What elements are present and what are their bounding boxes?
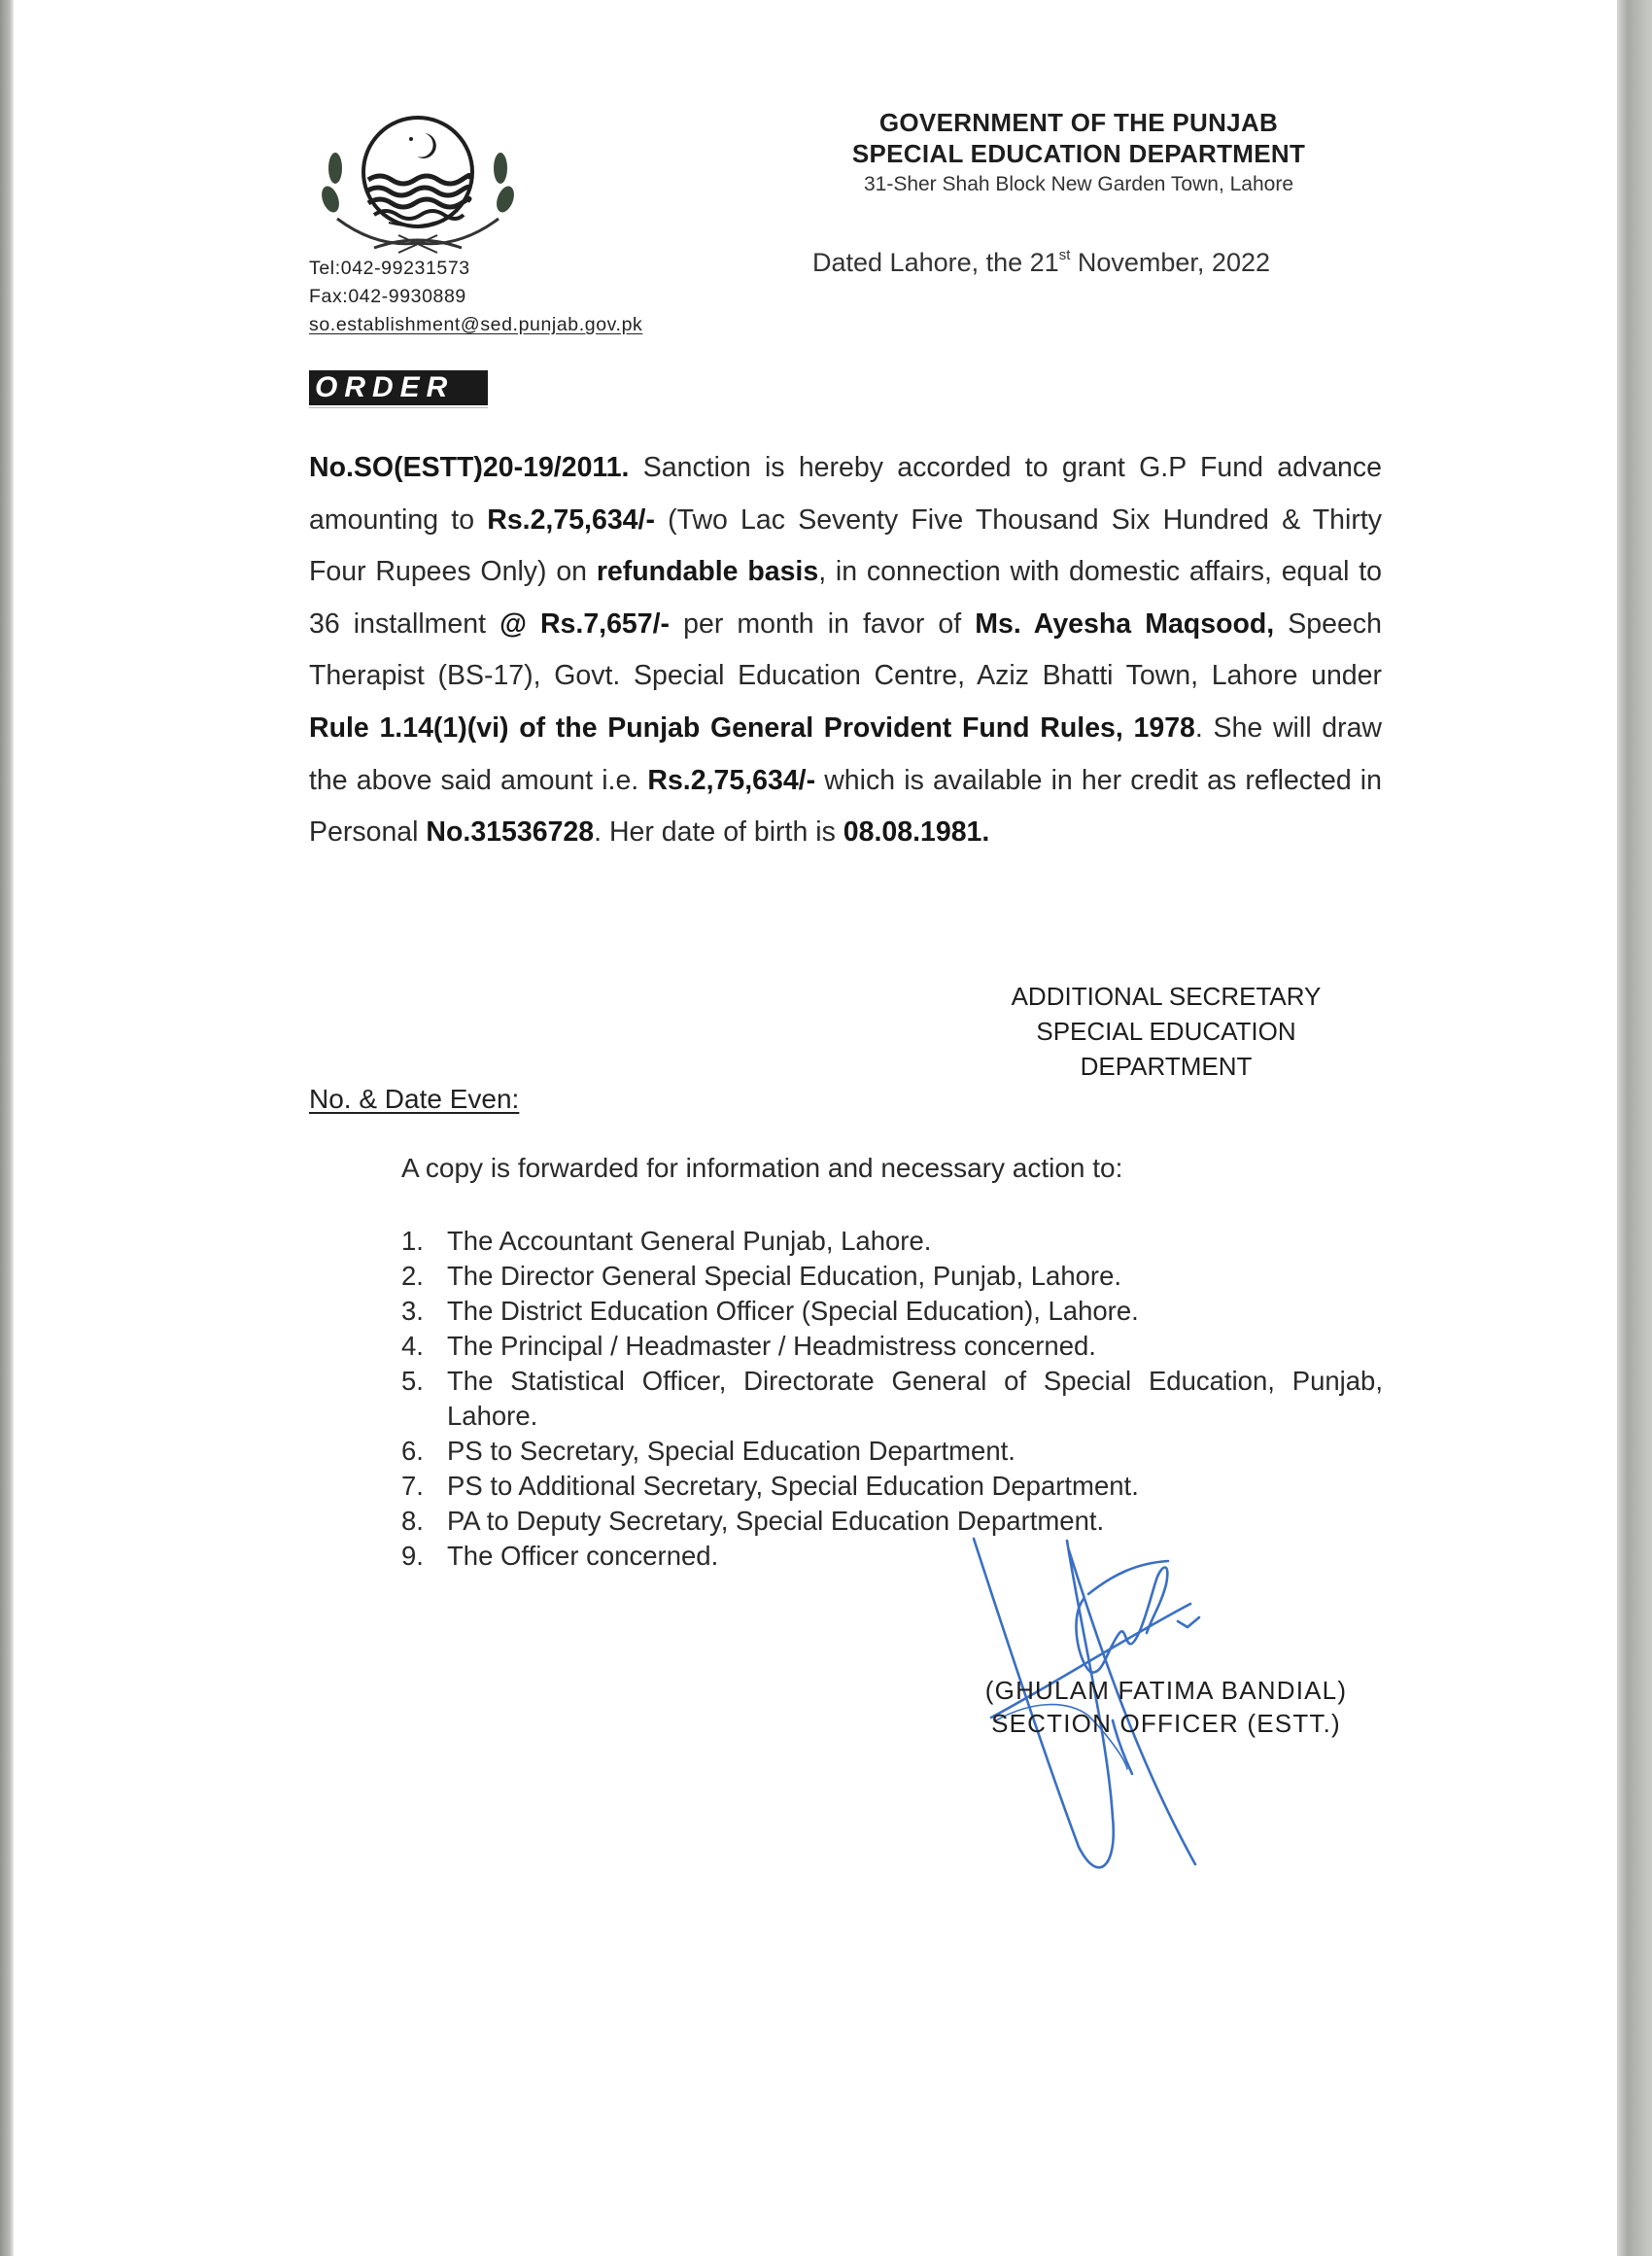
signatory-dept-line2: DEPARTMENT — [1080, 1052, 1253, 1081]
distribution-item-text: PA to Deputy Secretary, Special Education Department. — [447, 1506, 1105, 1536]
punjab-emblem-logo — [316, 112, 520, 258]
distribution-item-number: 8. — [401, 1506, 424, 1536]
distribution-list — [401, 1224, 1383, 1574]
distribution-item — [401, 1434, 1383, 1469]
signatory-title: ADDITIONAL SECRETARY — [1011, 982, 1322, 1011]
distribution-item — [401, 1224, 1383, 1259]
scan-edge-right — [1617, 0, 1652, 2256]
paragraph-bold-run: No.31536728 — [426, 816, 595, 849]
paragraph-run: . She will draw the above said amount i.e. — [309, 712, 1383, 796]
department-title: SPECIAL EDUCATION DEPARTMENT — [851, 139, 1306, 168]
department-address: 31-Sher Shah Block New Garden Town, Lahore — [863, 173, 1294, 195]
distribution-item-text: The Accountant General Punjab, Lahore. — [447, 1226, 932, 1256]
distribution-item-number: 6. — [401, 1436, 424, 1466]
dated-ordinal: st — [1058, 247, 1071, 263]
endorsement-heading: No. & Date Even: — [309, 1084, 520, 1114]
paragraph-bold-run: Rule 1.14(1)(vi) of the Punjab General Provident Fund Rules, 1978 — [309, 712, 1195, 744]
order-heading: ORDER — [315, 371, 455, 403]
paragraph-bold-run: refundable basis — [596, 556, 819, 588]
signatory-designation: SECTION OFFICER (ESTT.) — [991, 1709, 1341, 1738]
paragraph-run: Sanction is hereby accorded to grant G.P Fund advance amounting to — [309, 452, 1382, 536]
paragraph-bold-run: Ms. Ayesha Maqsood, — [975, 607, 1275, 640]
distribution-item-number: 3. — [401, 1296, 424, 1326]
distribution-item-number: 7. — [401, 1471, 424, 1501]
dated-suffix: November, 2022 — [1070, 248, 1270, 277]
dated-prefix: Dated Lahore, the 21 — [812, 248, 1059, 277]
paragraph-bold-run: 08.08.1981. — [843, 816, 990, 849]
distribution-item-text: The Officer concerned. — [447, 1541, 719, 1571]
contact-block — [309, 255, 642, 339]
distribution-item-text: PS to Secretary, Special Education Department. — [447, 1436, 1015, 1466]
email-link[interactable]: so.establishment@sed.punjab.gov.pk — [309, 314, 643, 335]
paragraph-bold-run: @ Rs.7,657/- — [499, 607, 671, 640]
paragraph-bold-run: Rs.2,75,634/- — [647, 764, 816, 796]
distribution-item — [401, 1294, 1383, 1329]
government-title: GOVERNMENT OF THE PUNJAB — [878, 108, 1279, 137]
distribution-item-number: 2. — [401, 1261, 424, 1291]
order-paragraph — [309, 442, 1382, 859]
order-underline — [309, 407, 488, 408]
distribution-item-text: The Director General Special Education, Punjab, Lahore. — [447, 1261, 1122, 1291]
distribution-item-number: 5. — [401, 1366, 424, 1396]
paragraph-run: , in connection with domestic affairs, equal to 36 installment — [309, 556, 1382, 640]
paragraph-run: which is available in her credit as reflected in Personal — [309, 764, 1382, 849]
distribution-item — [401, 1364, 1383, 1434]
distribution-item-text: PS to Additional Secretary, Special Education Department. — [447, 1471, 1139, 1501]
additional-secretary-block — [952, 979, 1380, 1084]
distribution-item-text: The District Education Officer (Special Education), Lahore. — [447, 1296, 1139, 1326]
signatory-name: (GHULAM FATIMA BANDIAL) — [984, 1676, 1348, 1705]
distribution-item — [401, 1469, 1383, 1504]
paragraph-run: (Two Lac Seventy Five Thousand Six Hundred & Thirty Four Rupees Only) on — [309, 503, 1383, 588]
tel-number: Tel:042-99231573 — [309, 258, 470, 279]
distribution-item — [401, 1259, 1383, 1294]
paragraph-bold-run: Rs.2,75,634/- — [487, 503, 655, 536]
distribution-item-number: 4. — [401, 1331, 424, 1361]
signatory-dept-line1: SPECIAL EDUCATION — [1036, 1017, 1296, 1046]
scan-edge-left — [0, 0, 14, 2256]
order-heading-box — [309, 370, 488, 405]
paragraph-run: per month in favor of — [670, 607, 976, 640]
distribution-item — [401, 1329, 1383, 1364]
endorsement-intro: A copy is forwarded for information and necessary action to: — [401, 1153, 1123, 1183]
distribution-item-number: 1. — [401, 1226, 424, 1256]
distribution-item-text: The Statistical Officer, Directorate General of Special Education, Punjab, Lahore. — [447, 1366, 1383, 1431]
paragraph-bold-run: No.SO(ESTT)20-19/2011. — [309, 452, 630, 483]
fax-number: Fax:042-9930889 — [309, 286, 466, 307]
dated-line — [812, 247, 1270, 278]
distribution-item-number: 9. — [401, 1541, 424, 1571]
paragraph-run: Speech Therapist (BS-17), Govt. Special Education Centre, Aziz Bhatti Town, Lahore under — [309, 607, 1382, 692]
paragraph-run: . Her date of birth is — [594, 816, 843, 849]
distribution-item-text: The Principal / Headmaster / Headmistress concerned. — [447, 1331, 1096, 1361]
